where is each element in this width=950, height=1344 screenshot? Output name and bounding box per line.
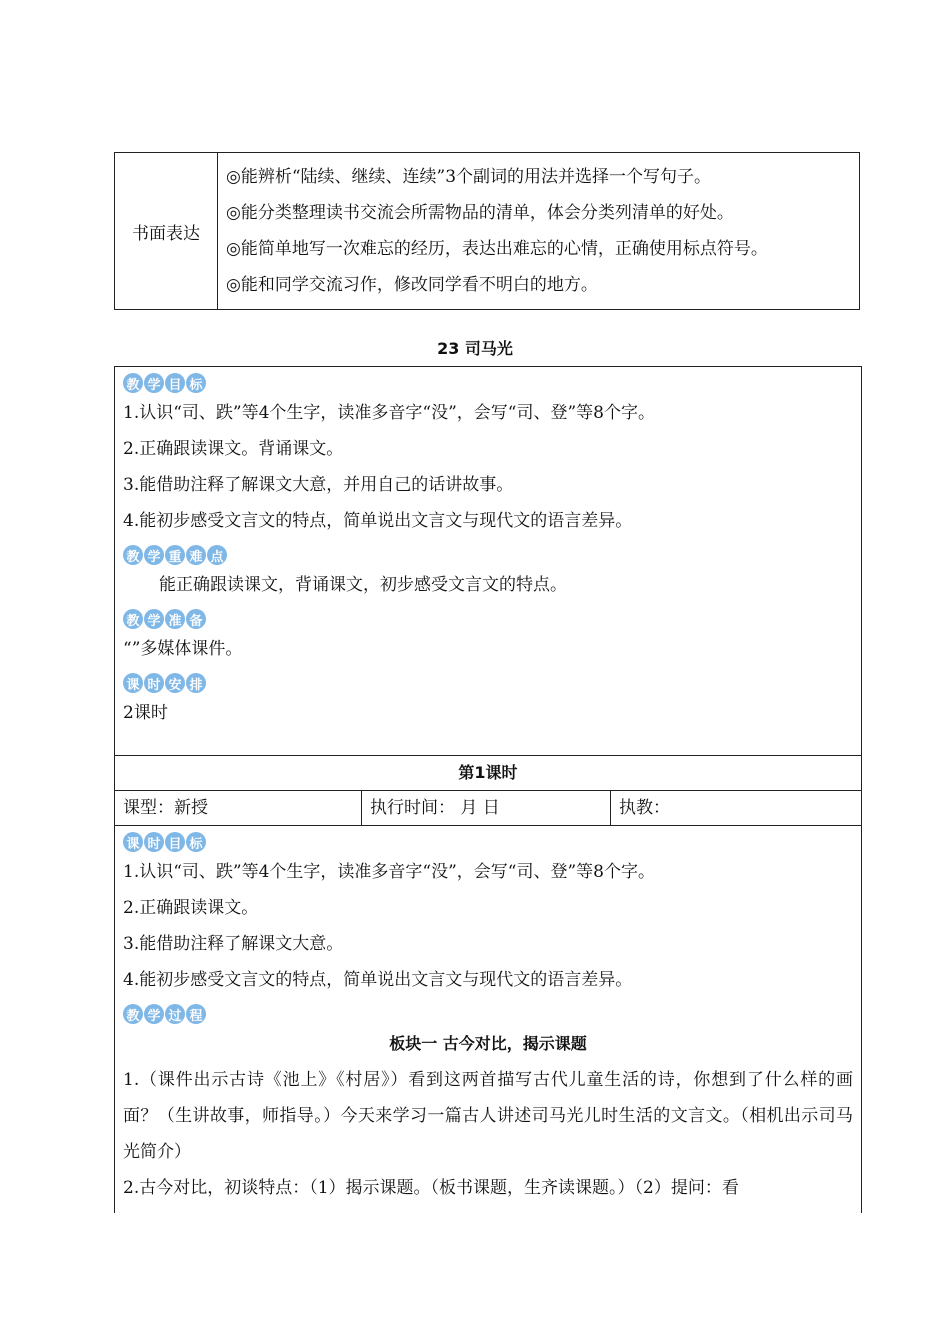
period-goal-item: 1.认识“司、跌”等4个生字，读准多音字“没”，会写“司、登”等8个字。 [123, 862, 655, 882]
teaching-process-badge: 教 学 过 程 [115, 998, 861, 1026]
period-goals-badge: 课 时 目 标 [115, 826, 861, 854]
key-points-badge: 教 学 重 难 点 [115, 539, 861, 567]
period-goal-item: 4.能初步感受文言文的特点，简单说出文言文与现代文的语言差异。 [123, 970, 633, 990]
goal-item: 3.能借助注释了解课文大意，并用自己的话讲故事。 [123, 475, 514, 495]
skills-item: ◎能分类整理读书交流会所需物品的清单，体会分类列清单的好处。 [226, 203, 734, 223]
key-points-text: 能正确跟读课文，背诵课文，初步感受文言文的特点。 [159, 575, 567, 595]
overview-section [115, 367, 861, 756]
preparation-badge: 教 学 准 备 [115, 603, 861, 631]
period-goal-item: 2.正确跟读课文。 [123, 898, 259, 918]
process-paragraph: 2.古今对比，初谈特点：（1）揭示课题。（板书课题，生齐读课题。）（2）提问：看 [123, 1178, 739, 1198]
preparation-text: “”多媒体课件。 [123, 639, 243, 659]
skills-item: ◎能和同学交流习作，修改同学看不明白的地方。 [226, 275, 598, 295]
schedule-text: 2课时 [123, 703, 168, 723]
execution-time: 执行时间： 月 日 [362, 791, 611, 825]
period-meta-row [115, 791, 861, 826]
schedule-badge: 课 时 安 排 [115, 667, 861, 695]
goal-item: 1.认识“司、跌”等4个生字，读准多音字“没”，会写“司、登”等8个字。 [123, 403, 655, 423]
skills-content [218, 153, 860, 310]
goal-item: 4.能初步感受文言文的特点，简单说出文言文与现代文的语言差异。 [123, 511, 633, 531]
skills-label: 书面表达 [115, 153, 218, 310]
lesson-type: 课型：新授 [115, 791, 362, 825]
teacher-field: 执教： [619, 798, 670, 818]
goal-item: 2.正确跟读课文。背诵课文。 [123, 439, 344, 459]
teaching-goals-badge: 教 学 目 标 [115, 367, 861, 395]
period-body [115, 826, 861, 1206]
skills-item: ◎能简单地写一次难忘的经历，表达出难忘的心情，正确使用标点符号。 [226, 239, 768, 259]
section-title: 板块一 古今对比，揭示课题 [389, 1034, 587, 1053]
skills-item: ◎能辨析“陆续、继续、连续”3个副词的用法并选择一个写句子。 [226, 167, 712, 187]
period-goal-item: 3.能借助注释了解课文大意。 [123, 934, 344, 954]
process-paragraph: 1.（课件出示古诗《池上》《村居》）看到这两首描写古代儿童生活的诗，你想到了什么样的画面？（生讲故事，师指导。）今天来学习一篇古人讲述司马光儿时生活的文言文。（相机出示司马光简介） [123, 1070, 853, 1162]
period-title: 第1课时 [115, 756, 861, 791]
lesson-plan-table [114, 366, 862, 1213]
lesson-title: 23 司马光 [437, 339, 513, 358]
skills-table [114, 152, 860, 310]
